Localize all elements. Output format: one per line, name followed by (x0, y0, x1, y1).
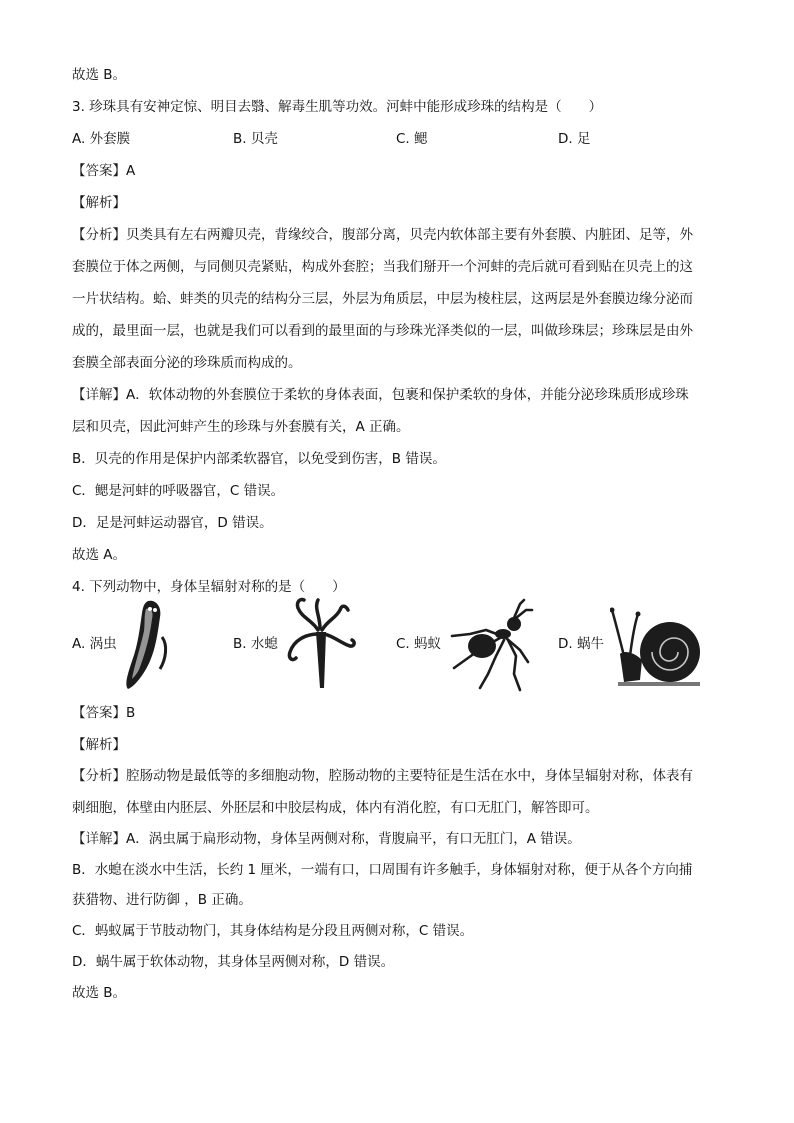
q4-answer-tag: 【答案】 (72, 705, 126, 721)
q3-analysis-line-4: 成的，最里面一层，也就是我们可以看到的最里面的与珍珠光泽类似的一层，叫做珍珠层；珍珠层是由外 (72, 323, 693, 339)
q3-stem: 3. 珍珠具有安神定惊、明目去翳、解毒生肌等功效。河蚌中能形成珍珠的结构是（ ） (72, 99, 603, 115)
q3-detail-a-text-1: A．软体动物的外套膜位于柔软的身体表面，包裹和保护柔软的身体，并能分泌珍珠质形成珍珠 (126, 387, 689, 403)
q4-option-c: C. 蚂蚁 (396, 636, 442, 652)
q3-detail-a-line-2: 层和贝壳，因此河蚌产生的珍珠与外套膜有关，A 正确。 (72, 419, 410, 435)
q4-detail-d: D．蜗牛属于软体动物，其身体呈两侧对称，D 错误。 (72, 954, 395, 970)
q3-answer-row (72, 161, 722, 181)
q4-option-a: A. 涡虫 (72, 636, 117, 652)
q4-detail-b-line-2: 获猎物、进行防御 ，B 正确。 (72, 892, 252, 908)
q2-conclusion: 故选 B。 (72, 67, 127, 83)
q4-analysis-line-2: 刺细胞，体壁由内胚层、外胚层和中胶层构成，体内有消化腔，有口无肛门，解答即可。 (72, 800, 599, 816)
q3-option-d: D. 足 (558, 131, 591, 147)
q4-detail-tag: 【详解】 (72, 831, 126, 847)
q3-jiexi-tag: 【解析】 (72, 195, 126, 211)
q3-analysis-text-1: 贝类具有左右两瓣贝壳，背缘绞合，腹部分离，贝壳内软体部主要有外套膜、内脏团、足等，外 (126, 227, 693, 243)
q3-option-b: B. 贝壳 (233, 131, 278, 147)
q4-jiexi-tag: 【解析】 (72, 737, 126, 753)
q3-option-a: A. 外套膜 (72, 131, 131, 147)
q3-detail-a-line-1 (72, 385, 722, 405)
q4-detail-a (72, 829, 722, 849)
hydra-illustration (284, 594, 358, 694)
q3-answer-value: A (126, 163, 136, 179)
q4-answer-value: B (126, 705, 136, 721)
q4-analysis-tag: 【分析】 (72, 768, 126, 784)
q4-conclusion: 故选 B。 (72, 985, 127, 1001)
q3-answer-tag: 【答案】 (72, 163, 126, 179)
q3-detail-d: D．足是河蚌运动器官，D 错误。 (72, 515, 273, 531)
q4-option-d: D. 蜗牛 (558, 636, 604, 652)
q4-stem: 4. 下列动物中，身体呈辐射对称的是（ ） (72, 579, 346, 595)
q4-detail-c: C．蚂蚁属于节肢动物门，其身体结构是分段且两侧对称，C 错误。 (72, 923, 474, 939)
q4-answer-row (72, 703, 722, 723)
q3-analysis-tag: 【分析】 (72, 227, 126, 243)
q3-option-c: C. 鳃 (396, 131, 428, 147)
q3-analysis-line-1 (72, 225, 722, 245)
q3-detail-tag: 【详解】 (72, 387, 126, 403)
planarian-illustration (122, 597, 182, 693)
q4-analysis-line-1 (72, 766, 722, 786)
q3-analysis-line-5: 套膜全部表面分泌的珍珠质而构成的。 (72, 355, 302, 371)
q3-conclusion: 故选 A。 (72, 547, 127, 563)
ant-illustration (446, 596, 534, 692)
q4-detail-b-line-1: B．水螅在淡水中生活，长约 1 厘米，一端有口，口周围有许多触手，身体辐射对称，便于从各个方向捕 (72, 862, 693, 878)
q3-analysis-line-3: 一片状结构。蛤、蚌类的贝壳的结构分三层，外层为角质层，中层为棱柱层，这两层是外套膜边缘分泌而 (72, 291, 693, 307)
q3-detail-c: C．鳃是河蚌的呼吸器官，C 错误。 (72, 483, 285, 499)
q3-analysis-line-2: 套膜位于体之两侧，与同侧贝壳紧贴，构成外套腔；当我们掰开一个河蚌的壳后就可看到贴在贝壳上的这 (72, 259, 693, 275)
snail-illustration (610, 600, 702, 688)
q4-detail-a-text: A．涡虫属于扁形动物，身体呈两侧对称，背腹扁平，有口无肛门，A 错误。 (126, 831, 581, 847)
q4-analysis-text-1: 腔肠动物是最低等的多细胞动物，腔肠动物的主要特征是生活在水中，身体呈辐射对称，体表有 (126, 768, 693, 784)
q3-detail-b: B．贝壳的作用是保护内部柔软器官，以免受到伤害，B 错误。 (72, 451, 446, 467)
q4-option-b: B. 水螅 (233, 636, 278, 652)
